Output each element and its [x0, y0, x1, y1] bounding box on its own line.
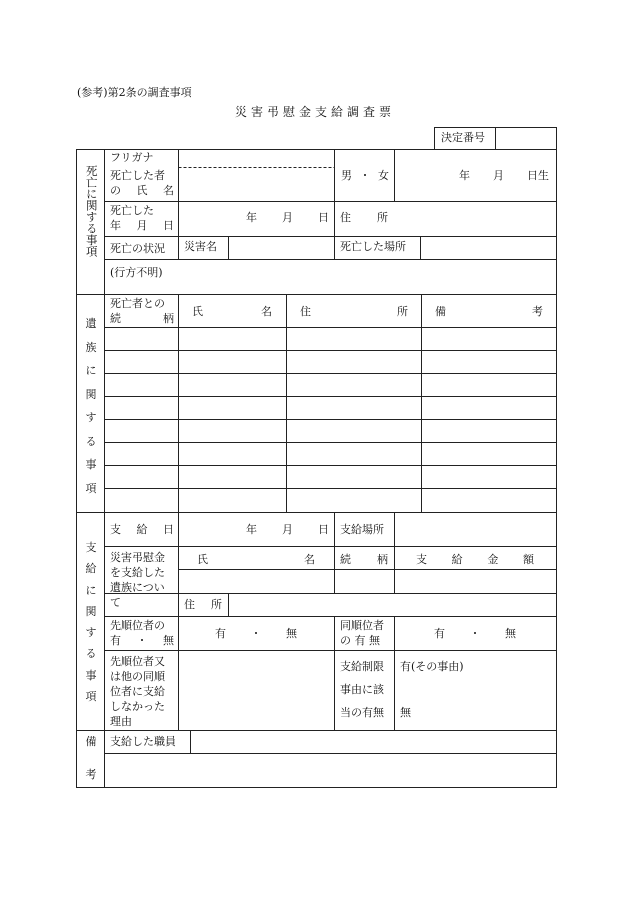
family-remarks-header: 備 考: [435, 305, 543, 318]
family-section-heading: 遺 族 に 関 す る 事 項: [85, 317, 97, 495]
death-date-label-2: 年 月 日: [110, 219, 174, 232]
deceased-name-label-1: 死亡した者: [110, 169, 165, 182]
restriction-label-3: 当の有無: [340, 706, 384, 719]
same-rank-label-2: の 有 無: [340, 634, 380, 647]
form-title: 災害弔慰金支給調査票: [234, 105, 395, 119]
recipient-relation-header: 続 柄: [340, 553, 388, 566]
family-address-header: 住 所: [300, 305, 408, 318]
pay-date-label: 支 給 日: [110, 523, 174, 536]
deceased-name-label-2: の 氏 名: [110, 184, 174, 197]
same-rank-choice: 有 ・ 無: [434, 627, 516, 640]
reference-note: (参考)第2条の調査事項: [77, 86, 192, 99]
birth-year: 年: [459, 169, 470, 182]
restriction-label-2: 事由に該: [340, 683, 384, 696]
decision-number-label: 決定番号: [441, 131, 485, 144]
same-rank-label-1: 同順位者: [340, 619, 384, 632]
death-date-day: 日: [318, 211, 329, 224]
remarks-section-heading: 備 考: [85, 735, 97, 781]
birth-day: 日生: [527, 169, 549, 182]
birth-month: 月: [493, 169, 504, 182]
disaster-name-label: 災害名: [184, 240, 217, 253]
relation-label-2: 続 柄: [110, 312, 174, 325]
recipient-label: 災害弔慰金 を支給した 遺族につい て: [110, 551, 165, 609]
recipient-address-label: 住 所: [184, 598, 222, 611]
death-date-year: 年: [246, 211, 257, 224]
prior-rank-label-1: 先順位者の: [110, 619, 165, 632]
prior-rank-label-2: 有 ・ 無: [110, 634, 174, 647]
restriction-no: 無: [400, 706, 411, 719]
family-name-header: 氏 名: [192, 305, 272, 318]
place-of-death-label: 死亡した場所: [340, 240, 406, 253]
prior-rank-choice: 有 ・ 無: [215, 627, 297, 640]
death-date-month: 月: [282, 211, 293, 224]
recipient-name-header: 氏 名: [197, 553, 315, 566]
pay-date-day: 日: [318, 523, 329, 536]
payment-section-heading: 支 給 に 関 す る 事 項: [85, 541, 97, 703]
address-label: 住 所: [340, 211, 388, 224]
pay-place-label: 支給場所: [340, 523, 384, 536]
restriction-label-1: 支給制限: [340, 660, 384, 673]
pay-date-year: 年: [246, 523, 257, 536]
restriction-yes: 有(その事由): [400, 660, 464, 673]
circumstances-label: 死亡の状況: [110, 242, 165, 255]
pay-date-month: 月: [282, 523, 293, 536]
death-date-label-1: 死亡した: [110, 204, 154, 217]
sex-field: 男 ・ 女: [341, 169, 389, 182]
pay-amount-header: 支 給 金 額: [416, 553, 534, 566]
death-section-heading: 死亡に関する事項: [84, 165, 99, 257]
non-payment-reason-label: 先順位者又 は他の同順 位者に支給 しなかった 理由: [110, 655, 165, 728]
missing-label: (行方不明): [110, 266, 163, 279]
relation-label-1: 死亡者との: [110, 297, 165, 310]
furigana-label: フリガナ: [110, 151, 154, 164]
paying-staff-label: 支給した職員: [110, 735, 176, 748]
